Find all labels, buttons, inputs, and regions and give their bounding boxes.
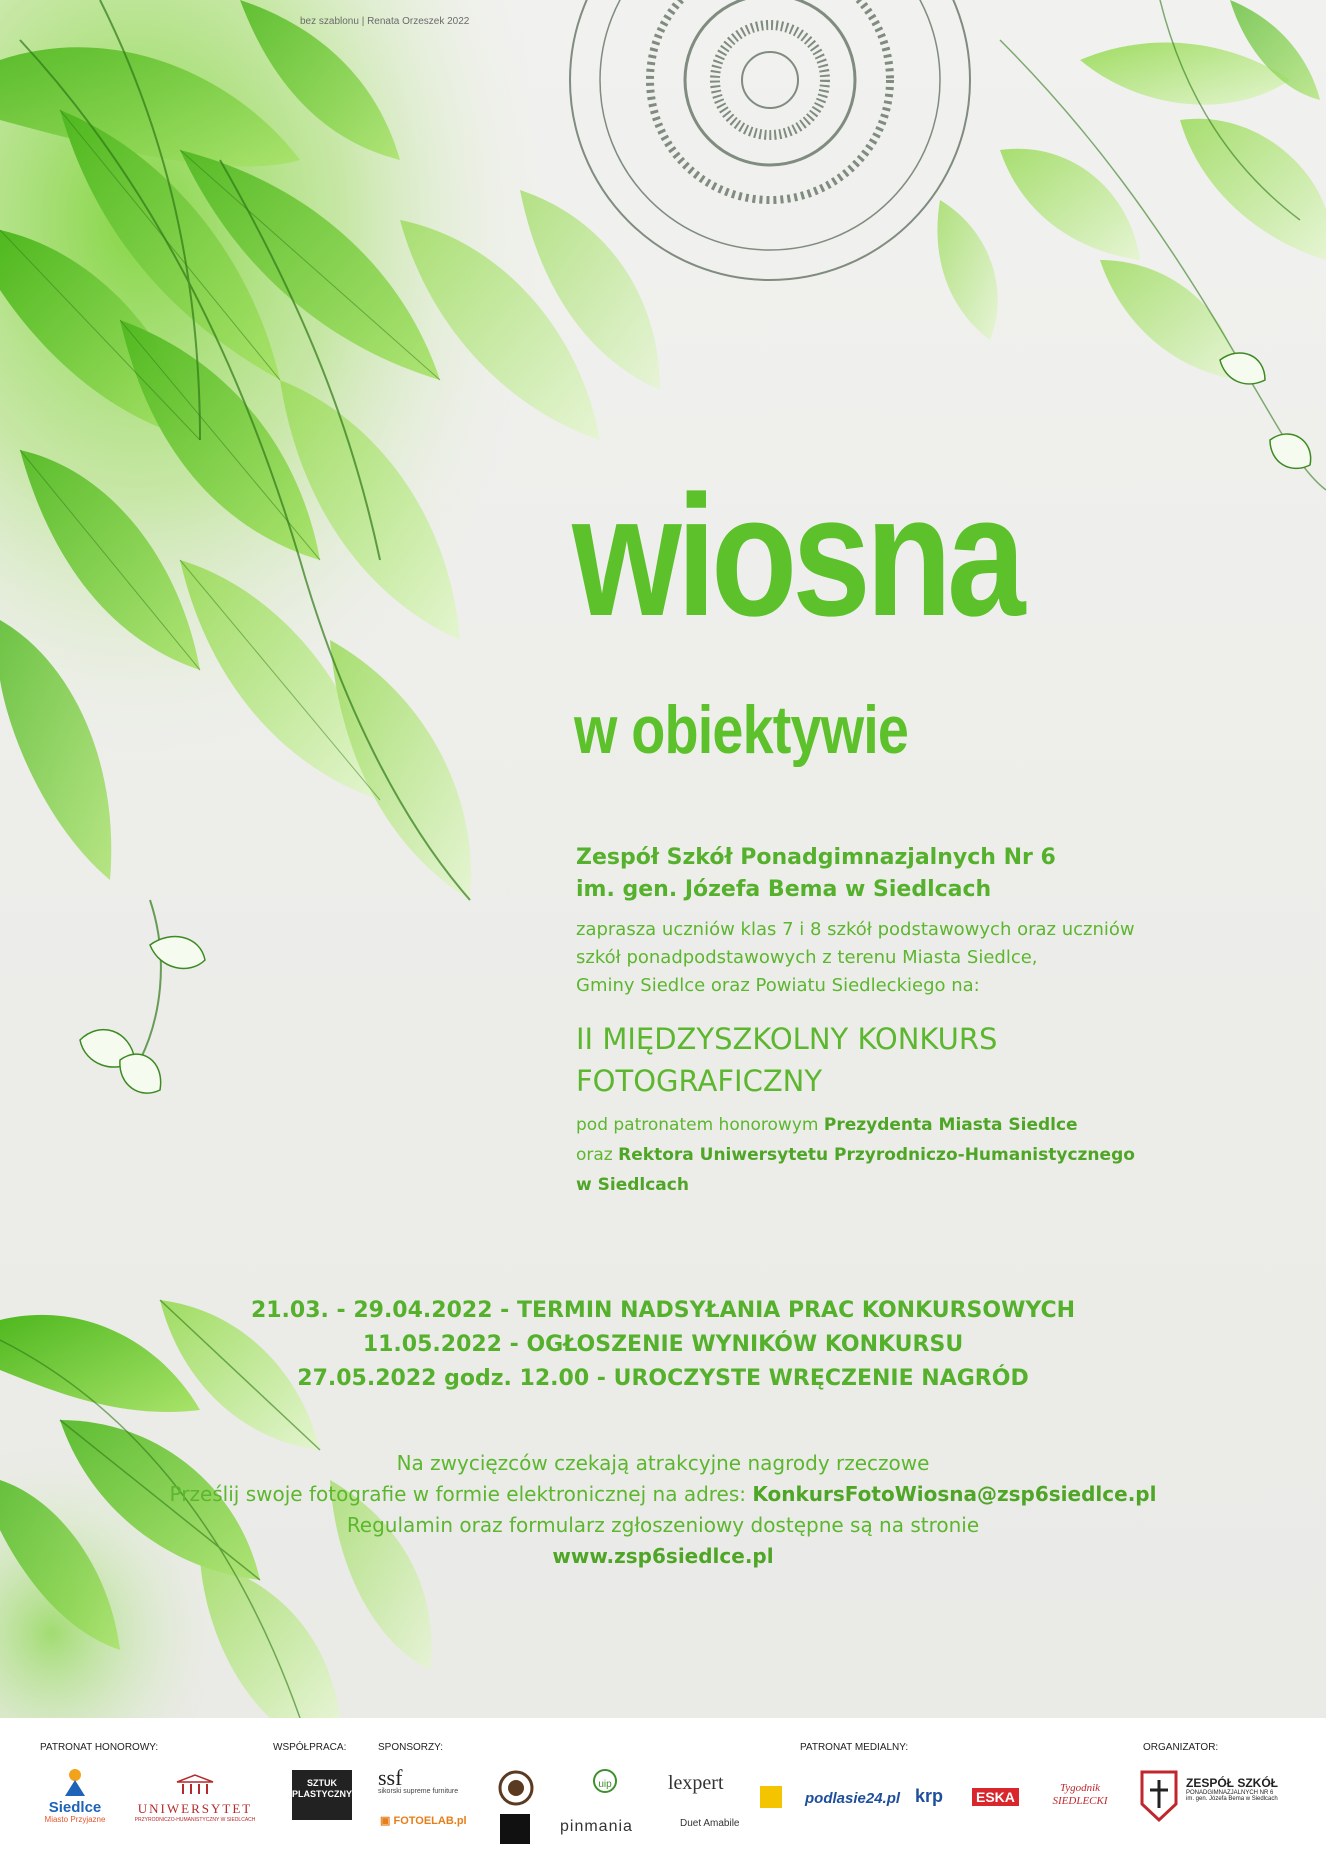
rules-line: Regulamin oraz formularz zgłoszeniowy dostępne są na stronie (346, 1513, 980, 1537)
university-building-icon (175, 1774, 215, 1796)
krp-logo: krp (915, 1786, 944, 1806)
siedlce-logo-text: Siedlce (48, 1799, 102, 1816)
patronage-line3 (576, 1170, 1296, 1200)
poster-title: wiosna (572, 460, 1021, 652)
art-school-logo: SZTUK PLASTYCZNYCH (292, 1770, 352, 1820)
schedule-ceremony: 27.05.2022 godz. 12.00 - UROCZYSTE WRĘCZENIE NAGRÓD (297, 1366, 1029, 1391)
ssf-logo-sub: sikorski supreme furniture (378, 1788, 459, 1795)
contest-name-line1: II MIĘDZYSZKOLNY KONKURS (576, 1022, 998, 1056)
lexpert-logo: lexpert (668, 1772, 724, 1794)
submission-info (0, 1448, 1326, 1572)
label-organizer: ORGANIZATOR: (1143, 1742, 1219, 1753)
contest-name-line2: FOTOGRAFICZNY (576, 1064, 823, 1098)
organizer-name-sub2: im. gen. Józefa Bema w Siedlcach (1186, 1796, 1278, 1802)
website-line (0, 1541, 1326, 1572)
invitation-text (576, 916, 1276, 1000)
fotoelab-logo (380, 1814, 467, 1827)
siedlce-logo-sub: Miasto Przyjazne (44, 1815, 106, 1824)
uip-logo (560, 1768, 650, 1790)
coffee-logo (498, 1770, 534, 1811)
tygodnik-siedlecki-logo: Tygodnik SIEDLECKI (1052, 1782, 1108, 1807)
prizes-line: Na zwycięzców czekają atrakcyjne nagrody rzeczowe (396, 1451, 930, 1475)
school-name-line2: im. gen. Józefa Bema w Siedlcach (576, 877, 992, 902)
label-sponsors: SPONSORZY: (378, 1742, 444, 1753)
invitation-line1: zaprasza uczniów klas 7 i 8 szkół podstawowych oraz uczniów (576, 919, 1135, 940)
university-logo (125, 1774, 265, 1823)
pinmania-logo: pinmania (560, 1818, 633, 1835)
siedlce-emblem-icon (60, 1766, 90, 1796)
schedule-submission: 21.03. - 29.04.2022 - TERMIN NADSYŁANIA PRAC KONKURSOWYCH (250, 1298, 1076, 1323)
university-logo-sub: PRZYRODNICZO-HUMANISTYCZNY W SIEDLCACH (134, 1817, 256, 1823)
organizer-name-sub: PONADGIMNAZJALNYCH NR 6 (1186, 1790, 1274, 1796)
patronage-line1 (576, 1110, 1296, 1140)
media-yellow-logo-icon (760, 1786, 782, 1808)
duet-amabile-logo: Duet Amabile (680, 1818, 740, 1829)
label-media-patronage: PATRONAT MEDIALNY: (800, 1742, 909, 1753)
school-name (576, 842, 1056, 906)
eska-logo: ESKA (972, 1788, 1019, 1806)
website-link[interactable]: www.zsp6siedlce.pl (552, 1544, 774, 1568)
patron-rector-cont: w Siedlcach (576, 1175, 689, 1195)
contact-email-link[interactable]: KonkursFotoWiosna@zsp6siedlce.pl (752, 1482, 1157, 1506)
patron-president: Prezydenta Miasta Siedlce (823, 1115, 1078, 1135)
schedule-results: 11.05.2022 - OGŁOSZENIE WYNIKÓW KONKURSU (362, 1332, 964, 1357)
ssf-logo (378, 1765, 473, 1795)
poster-subtitle: w obiektywie (574, 692, 909, 768)
organizer-logo (1138, 1768, 1180, 1829)
university-logo-text: UNIWERSYTET (137, 1801, 253, 1816)
cinema-logo-icon (500, 1814, 530, 1844)
coffee-badge-icon (498, 1770, 534, 1806)
podlasie24-logo: podlasie24.pl (805, 1790, 901, 1807)
foliage-right (937, 0, 1326, 490)
invitation-line3: Gminy Siedlce oraz Powiatu Siedleckiego na: (576, 975, 980, 996)
organizer-name (1186, 1776, 1306, 1802)
fotoelab-logo-text: FOTOELAB.pl (393, 1815, 467, 1827)
send-prefix: Prześlij swoje fotografie w formie elektronicznej na adres: (169, 1482, 753, 1506)
uip-logo-text: uip (598, 1779, 612, 1790)
schedule (0, 1294, 1326, 1396)
patron-rector: Rektora Uniwersytetu Przyrodniczo-Humanistycznego (618, 1145, 1135, 1165)
patronage-prefix1: pod patronatem honorowym (576, 1115, 824, 1135)
sponsor-footer (0, 1718, 1326, 1875)
label-cooperation: WSPÓŁPRACA: (273, 1742, 347, 1753)
contest-name (576, 1018, 997, 1102)
patronage-text (576, 1110, 1296, 1200)
invitation-line2: szkół ponadpodstawowych z terenu Miasta Siedlce, (576, 947, 1038, 968)
patronage-prefix2: oraz (576, 1145, 619, 1165)
school-crest-icon (1138, 1768, 1180, 1824)
camera-icon: ▣ (380, 1815, 391, 1827)
patronage-line2 (576, 1140, 1296, 1170)
author-credit: bez szablonu | Renata Orzeszek 2022 (300, 16, 470, 27)
siedlce-logo (40, 1766, 110, 1825)
send-line (0, 1479, 1326, 1510)
school-name-line1: Zespół Szkół Ponadgimnazjalnych Nr 6 (576, 845, 1056, 870)
ssf-logo-text: ssf (378, 1765, 403, 1790)
organizer-name-main: ZESPÓŁ SZKÓŁ (1186, 1776, 1279, 1790)
label-honorary-patronage: PATRONAT HONOROWY: (40, 1742, 159, 1753)
